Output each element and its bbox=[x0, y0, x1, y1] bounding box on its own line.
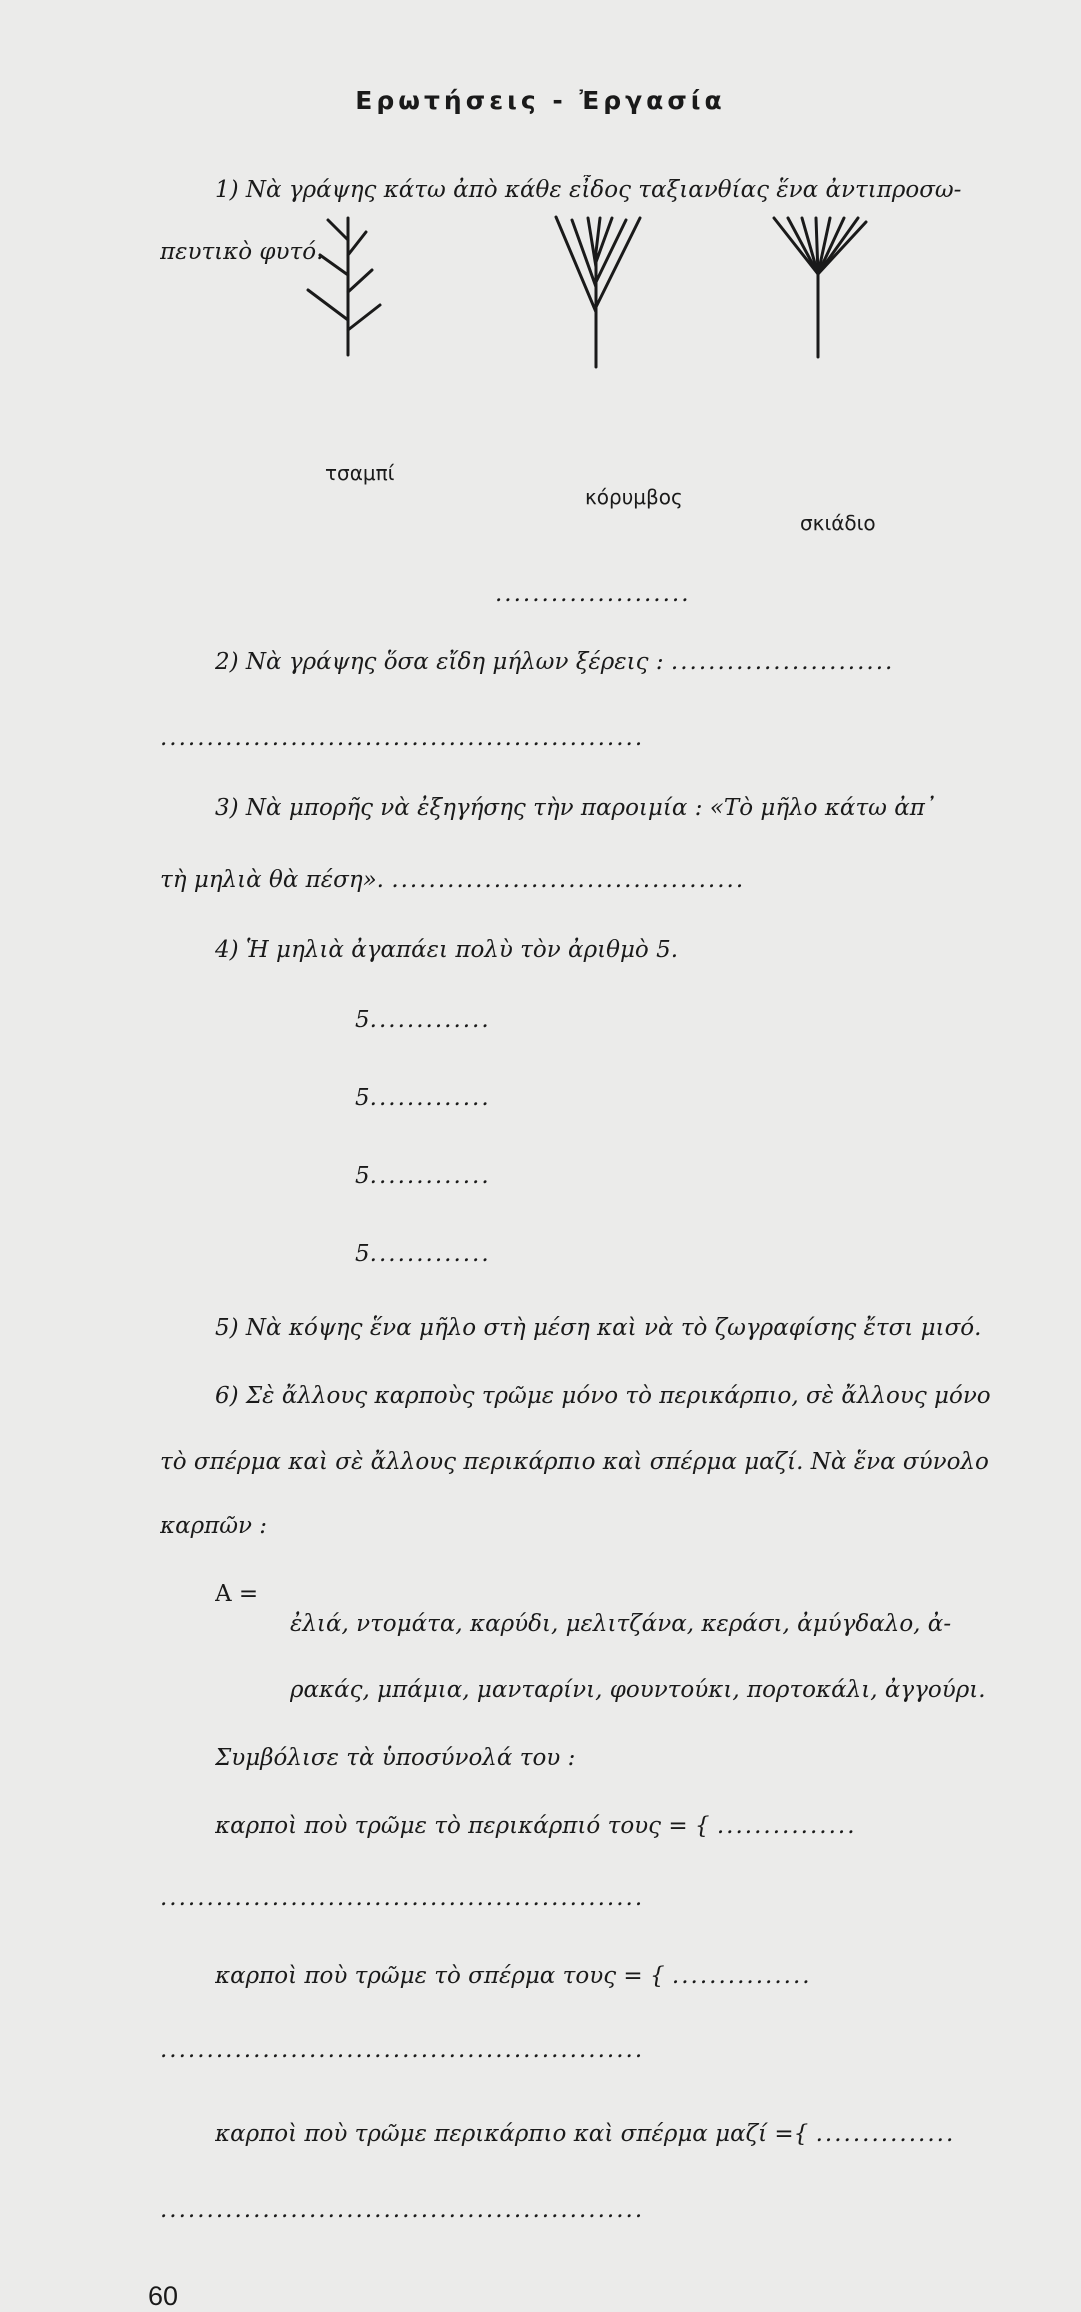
subset-3-line bbox=[215, 2119, 1020, 2149]
question-4-text: 4) Ἡ μηλιὰ ἀγαπάει πολὺ τὸν ἀριθμὸ 5. bbox=[215, 937, 679, 963]
row-dots: ............. bbox=[369, 1163, 491, 1189]
question-5-text: 5) Νὰ κόψης ἕνα μῆλο στὴ μέση καὶ νὰ τὸ ζωγραφίσης ἔτσι μισό. bbox=[215, 1315, 982, 1341]
subset-2-dots: ............... bbox=[671, 1963, 812, 1989]
raceme-diagram bbox=[300, 210, 390, 360]
set-line-2: ρακάς, μπάμια, μανταρίνι, φουντούκι, πορτοκάλι, ἀγγούρι. bbox=[290, 1677, 986, 1703]
question-6-line-2: τὸ σπέρμα καὶ σὲ ἄλλους περικάρπιο καὶ σπέρμα μαζί. Νὰ ἕνα σύνολο bbox=[160, 1449, 989, 1475]
subset-2-label: καρποὶ ποὺ τρῶμε τὸ σπέρμα τους = { bbox=[215, 1963, 665, 1989]
question-3-line-1: 3) Νὰ μπορῆς νὰ ἐξηγήσης τὴν παροιμία : «Τὸ μῆλο κάτω ἀπ᾿ bbox=[215, 795, 937, 821]
row-dots: ............. bbox=[369, 1241, 491, 1267]
subset-2-line bbox=[215, 1961, 1020, 1991]
page-title: Ερωτήσεις - Ἐργασία bbox=[355, 86, 726, 115]
question-4-row bbox=[355, 1239, 755, 1269]
subset-3-label: καρποὶ ποὺ τρῶμε περικάρπιο καὶ σπέρμα μαζί ={ bbox=[215, 2121, 809, 2147]
question-2-text: 2) Νὰ γράψης ὅσα εἴδη μήλων ξέρεις : bbox=[215, 649, 664, 675]
subset-2-answer-line: .................................................... bbox=[160, 2037, 645, 2063]
umbel-label: σκιάδιο bbox=[800, 511, 876, 535]
number-five: 5 bbox=[355, 1007, 370, 1033]
question-3-line-2 bbox=[160, 865, 1020, 895]
question-2-answer-line: .................................................... bbox=[160, 725, 645, 751]
row-dots: ............. bbox=[369, 1007, 491, 1033]
question-3-text: τὴ μηλιὰ θὰ πέση». bbox=[160, 867, 384, 893]
question-1-line-1: 1) Νὰ γράψης κάτω ἀπὸ κάθε εἶδος ταξιανθίας ἕνα ἀντιπροσω- bbox=[215, 177, 962, 203]
number-five: 5 bbox=[355, 1085, 370, 1111]
set-instruction: Συμβόλισε τὰ ὑποσύνολά του : bbox=[215, 1745, 576, 1771]
question-1-line-2: πευτικὸ φυτό. bbox=[160, 239, 324, 265]
page-number: 60 bbox=[148, 2281, 179, 2311]
raceme-label: τσαμπί bbox=[325, 461, 395, 485]
subset-1-dots: ............... bbox=[716, 1813, 857, 1839]
question-4-row bbox=[355, 1005, 755, 1035]
row-dots: ............. bbox=[369, 1085, 491, 1111]
subset-1-answer-line: .................................................... bbox=[160, 1885, 645, 1911]
set-label: A = bbox=[215, 1581, 259, 1607]
subset-1-line bbox=[215, 1811, 1020, 1841]
question-6-line-3: καρπῶν : bbox=[160, 1513, 268, 1539]
question-4-row bbox=[355, 1083, 755, 1113]
question-2-line bbox=[215, 647, 1020, 677]
corymb-label: κόρυμβος bbox=[585, 485, 683, 509]
subset-3-dots: ............... bbox=[815, 2121, 956, 2147]
question-2-dots: ........................ bbox=[670, 649, 895, 675]
set-line-1: ἐλιά, ντομάτα, καρύδι, μελιτζάνα, κεράσι, ἀμύγδαλο, ἀ- bbox=[290, 1611, 952, 1637]
number-five: 5 bbox=[355, 1241, 370, 1267]
corymb-diagram bbox=[550, 212, 650, 372]
question-4-row bbox=[355, 1161, 755, 1191]
number-five: 5 bbox=[355, 1163, 370, 1189]
subset-3-answer-line: .................................................... bbox=[160, 2197, 645, 2223]
subset-1-label: καρποὶ ποὺ τρῶμε τὸ περικάρπιό τους = { bbox=[215, 1813, 710, 1839]
umbel-diagram bbox=[770, 212, 870, 362]
question-3-dots: ...................................... bbox=[391, 867, 746, 893]
question-1-answer-dots: ..................... bbox=[495, 581, 691, 607]
question-6-line-1: 6) Σὲ ἄλλους καρποὺς τρῶμε μόνο τὸ περικάρπιο, σὲ ἄλλους μόνο bbox=[215, 1383, 991, 1409]
